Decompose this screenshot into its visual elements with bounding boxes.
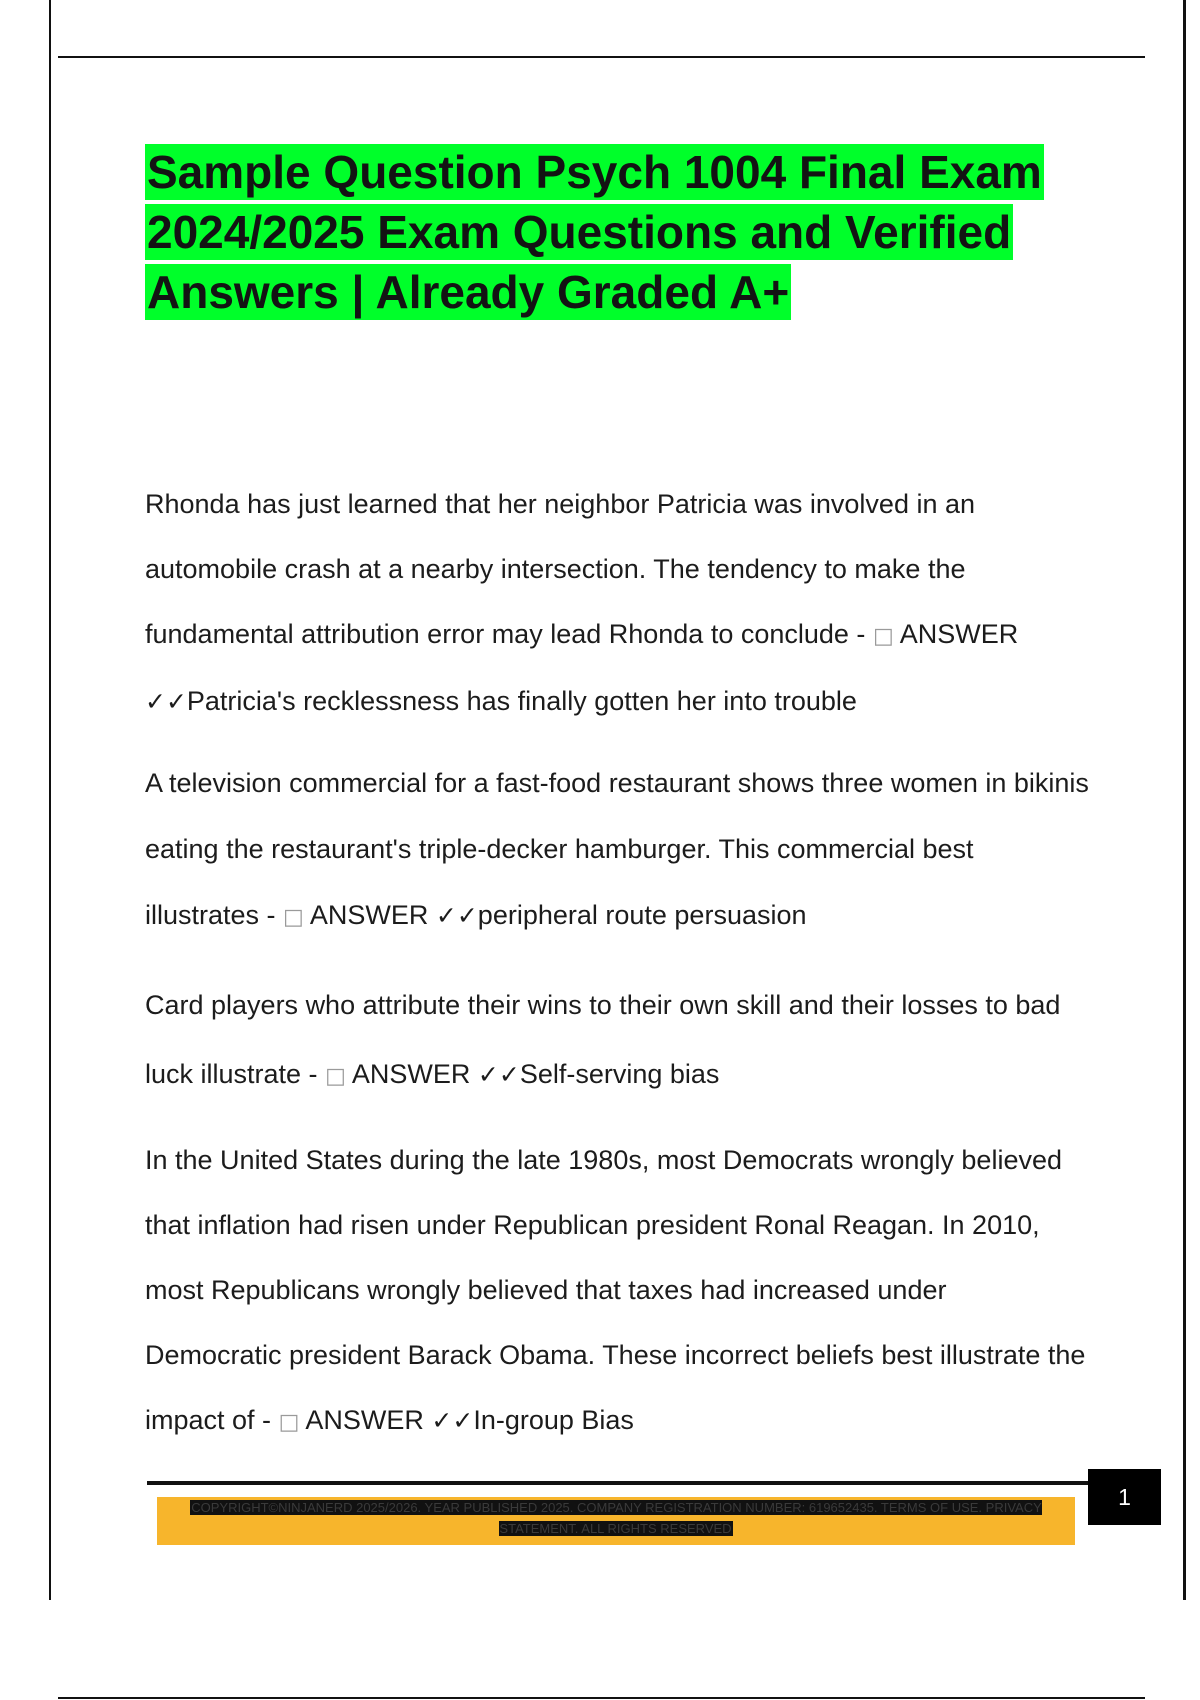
answer-text: In-group Bias <box>473 1405 634 1435</box>
double-check-icon: ✓✓ <box>435 901 478 930</box>
question-text: Card players who attribute their wins to their own skill and their losses to bad luck illustrate - <box>145 990 1061 1089</box>
answer-text: Self-serving bias <box>519 1059 720 1089</box>
header-rule <box>58 56 1145 58</box>
document-title <box>145 142 1105 322</box>
question-text: A television commercial for a fast-food restaurant shows three women in bikinis eating the restaurant's triple-decker hamburger. This commercial best illustrates - <box>145 768 1089 930</box>
footer-rule <box>147 1481 1095 1485</box>
copyright-text: COPYRIGHT©NINJANERD 2025/2026. YEAR PUBLISHED 2025. COMPANY REGISTRATION NUMBER: 619652435. TERMS OF USE. PRIVACY STATEMENT. ALL RIGHTS RESERVED <box>191 1500 1042 1536</box>
checkbox-icon: □ <box>278 1410 300 1435</box>
page-bottom-rule <box>58 1697 1145 1699</box>
document-title-text: Sample Question Psych 1004 Final Exam 2024/2025 Exam Questions and Verified Answers | Already Graded A+ <box>147 146 1042 318</box>
qa-item-4 <box>145 1128 1090 1455</box>
page-left-border <box>49 0 51 1600</box>
page-number: 1 <box>1088 1469 1161 1525</box>
answer-text: Patricia's recklessness has finally gotten her into trouble <box>186 686 857 716</box>
answer-label: ANSWER <box>899 619 1019 649</box>
answer-label: ANSWER <box>305 1405 424 1435</box>
answer-text: peripheral route persuasion <box>477 900 807 930</box>
question-text: Rhonda has just learned that her neighbor Patricia was involved in an automobile crash at a nearby intersection. The tendency to make the fundamental attribution error may lead Rhonda to conclude - <box>145 489 976 649</box>
checkbox-icon: □ <box>325 1064 346 1089</box>
checkbox-icon: □ <box>283 905 304 930</box>
qa-item-3 <box>145 971 1090 1111</box>
page-right-border <box>1183 0 1186 1600</box>
double-check-icon: ✓✓ <box>145 687 187 716</box>
question-text: In the United States during the late 1980s, most Democrats wrongly believed that inflation had risen under Republican president Ronal Reagan. In 2010, most Republicans wrongly believed that taxes had increased under Democratic president Barack Obama. These incorrect beliefs best illustrate the impact of - <box>145 1145 1086 1435</box>
double-check-icon: ✓✓ <box>431 1406 474 1435</box>
answer-label: ANSWER <box>309 900 429 930</box>
double-check-icon: ✓✓ <box>477 1060 520 1089</box>
qa-item-1 <box>145 472 1090 734</box>
checkbox-icon: □ <box>872 624 894 649</box>
copyright-band <box>157 1497 1075 1545</box>
qa-item-2 <box>145 750 1090 951</box>
answer-label: ANSWER <box>351 1059 471 1089</box>
